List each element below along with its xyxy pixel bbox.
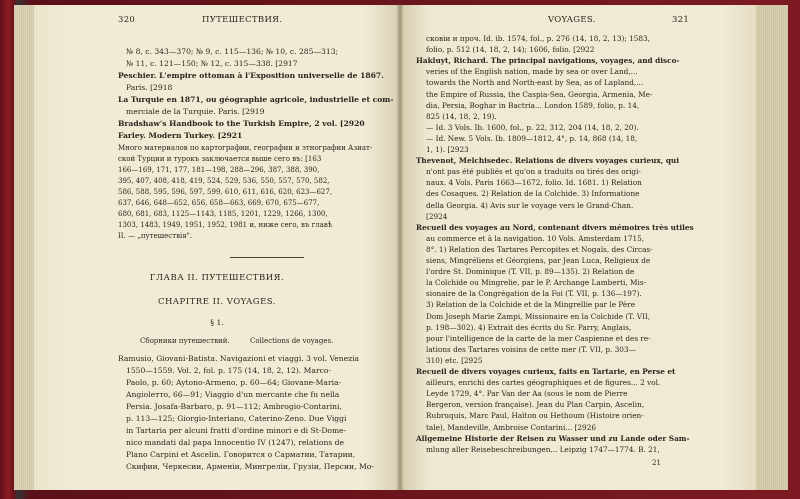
text-line: Bradshaw's Handbook to the Turkish Empire, 2 vol. [2920 (118, 119, 365, 128)
text-line: — Id. New. 5 Vols. Ib. 1809—1812, 4°, p. 14, 868 (14, 18, (426, 133, 638, 143)
text-line: ской Турции и турокъ заключается выше сего въ: [163 (118, 155, 322, 163)
text-line: 1303, 1483, 1949, 1951, 1952, 1981 и, ниже сего, въ главѣ (118, 221, 333, 229)
text-line: towards the North and North-east by Sea, as of Lapland,... (426, 78, 644, 88)
signature-mark: 21 (652, 459, 661, 467)
chapter-title-ru: ГЛАВА II. ПУТЕШЕСТВИЯ. (149, 273, 285, 283)
text-line: n'ont pas été publiés et qu'on a traduits ou tirés des origi- (426, 167, 641, 177)
text-line: [2924 (426, 211, 448, 221)
text-line: Paris. [2918 (126, 83, 173, 92)
text-line: tale), Mandeville, Ambroise Contarini... [2926 (426, 422, 596, 432)
text-line: Recueil des voyages au Nord, contenant divers mémoires très utiles (416, 222, 694, 232)
text-line: pour l'intelligence de la carte de la mer Caspienne et des re- (426, 333, 651, 343)
section-number: § 1. (210, 318, 224, 327)
text-line: la Colchide ou Mingrelie, par le P. Archange Lamberti, Mis- (426, 278, 647, 288)
text-line: 1, 1). [2923 (426, 145, 469, 154)
right-running-head: VOYAGES. (548, 15, 596, 25)
text-line: Dom Joseph Marie Zampi, Missionaire en la Colchide (T. VII, (426, 311, 651, 321)
left-page-number: 320 (118, 15, 136, 25)
text-line: Hakluyt, Richard. The principal navigations, voyages, and disco- (416, 56, 680, 66)
text-line: Allgemeine Historie der Reisen zu Wasser und zu Lande oder Sam- (416, 433, 690, 443)
text-line: 586, 588, 595, 596, 597, 599, 610, 611, 616, 620, 623—627, (118, 188, 333, 196)
text-line: Peschier. L'empire ottoman à l'Exposition universelle de 1867. (118, 71, 384, 80)
text-line: Farley. Modern Turkey. [2921 (118, 131, 243, 140)
text-line: Plano Carpini et Ascelin. Говорится о Сарматии, Татарии, (126, 450, 356, 459)
text-line: ailleurs, enrichi des cartes géographiques et de figures... 2 vol. (426, 378, 661, 388)
text-line: 8°. 1) Relation des Tartares Percopites et Nogaïs, des Circas- (426, 244, 653, 254)
text-line: Скифии, Черкесии, Арменіи, Мингреліи, Грузіи, Персии, Мо- (126, 462, 374, 471)
text-line: naux. 4 Vols. Paris 1663—1672, folio. Id. 1681. 1) Relation (426, 178, 642, 188)
text-line: siens, Mingréliens et Géorgiens, par Jean Luca, Religieux de (426, 256, 651, 265)
text-line: Leyde 1729, 4°. Par Van der Aa (sous le nom de Pierre (426, 389, 628, 399)
text-line: mlung aller Reisebeschreibungen... Leipzig 1747—1774. B. 21, (426, 444, 660, 454)
text-line: 1550—1559. Vol. 2, fol. p. 175 (14, 18, 2, 12). Marco- (126, 366, 331, 375)
text-line: 166—169, 171, 177, 181—198, 288—296, 387, 388, 390, (118, 166, 320, 174)
text-line: merciale de la Turquie. Paris. [2919 (126, 107, 265, 116)
text-line: Thevenot, Melchisedec. Relations de divers voyages curieux, qui (416, 156, 680, 166)
section-title-ru: Сборники путешествий. (140, 337, 230, 345)
text-line: p. 198—302). 4) Extrait des écrits du Sr. Parry, Anglais, (426, 322, 632, 332)
text-line: — Id. 3 Vols. Ib. 1600, fol., p. 22, 312, 204 (14, 18, 2, 20). (426, 122, 639, 132)
text-line: au commerce et à la navigation. 10 Vols. Amsterdam 1715, (426, 233, 645, 243)
text-line: Angiolетто, 66—91; Viaggio d'un mercante che fu nella (126, 390, 340, 399)
text-line: Bergeron, version française). Jean du Plan Carpin, Ascelin, (426, 400, 645, 410)
section-rule (230, 257, 304, 258)
text-line: 3) Relation de la Colchide et de la Mingrellie par le Père (426, 300, 636, 310)
text-line: 395, 407, 408, 418, 419, 524, 529, 536, 550, 557, 570, 582, (118, 177, 330, 185)
text-line: № 11, с. 121—150; № 12, с. 315—338. [2917 (126, 59, 298, 68)
text-line: Persia. Josafa-Barbaro, p. 91—112; Ambrogio-Contarini, (126, 402, 342, 411)
chapter-title-fr: CHAPITRE II. VOYAGES. (158, 297, 276, 307)
text-line: Много материалов по картографии, географии и этнографии Азиат- (118, 144, 373, 152)
text-line: Paolo, p. 60; Aytono-Armeno, p. 60—64; Giovane-Maria- (126, 378, 342, 387)
text-line: veries of the English nation, made by sea or over Land,... (426, 67, 638, 77)
text-line: lations des Tartares voisins de cette mer (T. VII, p. 303— (426, 344, 636, 354)
text-line: 680, 681, 683, 1125—1143, 1185, 1201, 1229, 1266, 1300, (118, 210, 328, 218)
left-page-edges (14, 5, 34, 490)
text-line: La Turquie en 1871, ou géographie agricole, industrielle et com- (118, 95, 394, 104)
left-running-head: ПУТЕШЕСТВИЯ. (202, 15, 283, 25)
text-line: in Tartaria per alcuni fratti d'ordine minori e di St-Dome- (126, 426, 347, 435)
text-line: 637, 646, 648—652, 656, 658—663, 669, 670, 675—677, (118, 199, 320, 207)
text-line: p. 113—125; Giorgio-Interiano, Caterino-Zeno. Due Viggi (126, 414, 347, 423)
text-line: the Empire of Russia, the Caspia-Sea, Georgia, Armenia, Me- (426, 89, 653, 99)
right-page-number: 321 (672, 15, 690, 25)
text-line: della Georgia. 4) Avis sur le voyage vers le Grand-Chan. (426, 200, 634, 210)
left-page (34, 5, 400, 490)
text-line: des Cosaques. 2) Relation de la Colchide. 3) Informatione (426, 189, 640, 199)
text-line: Ramusio, Giovani-Batista. Navigazioni et viaggi. 3 vol. Venezia (118, 354, 360, 363)
text-line: Rubruquis, Marc Paul, Haïton ou Hethoum (Histoire orien- (426, 411, 644, 421)
text-line: l'ordre St. Dominique (T. VII, p. 89—135). 2) Relation de (426, 267, 635, 277)
text-line: II. — „путешествія". (118, 232, 193, 240)
text-line: № 8, с. 343—370; № 9, с. 115—136; № 10, с. 285—313; (126, 47, 339, 56)
book-gutter (396, 5, 404, 490)
right-page-edges (756, 5, 788, 490)
text-line: 310) etc. [2925 (426, 355, 483, 365)
text-line: 825 (14, 18, 2, 19). (426, 111, 497, 121)
text-line: dia, Persia, Boghar in Bactria... London 1589, folio, p. 14, (426, 100, 640, 110)
text-line: folio, p. 512 (14, 18, 2, 14); 1606, folio. [2922 (426, 45, 595, 55)
text-line: сковіи и проч. Id. ib. 1574, fol., p. 276 (14, 18, 2, 13); 1583, (426, 34, 651, 43)
text-line: Recueil de divers voyages curieux, faits en Tartarie, en Perse et (416, 367, 676, 376)
text-line: nico mandati dal papa Innocentio IV (1247), relations de (126, 438, 345, 447)
section-title-fr: Collections de voyages. (250, 337, 334, 345)
text-line: sionaire de la Congrégation de la Foi (T. VII, p. 136—197). (426, 289, 642, 299)
right-page (400, 5, 756, 490)
